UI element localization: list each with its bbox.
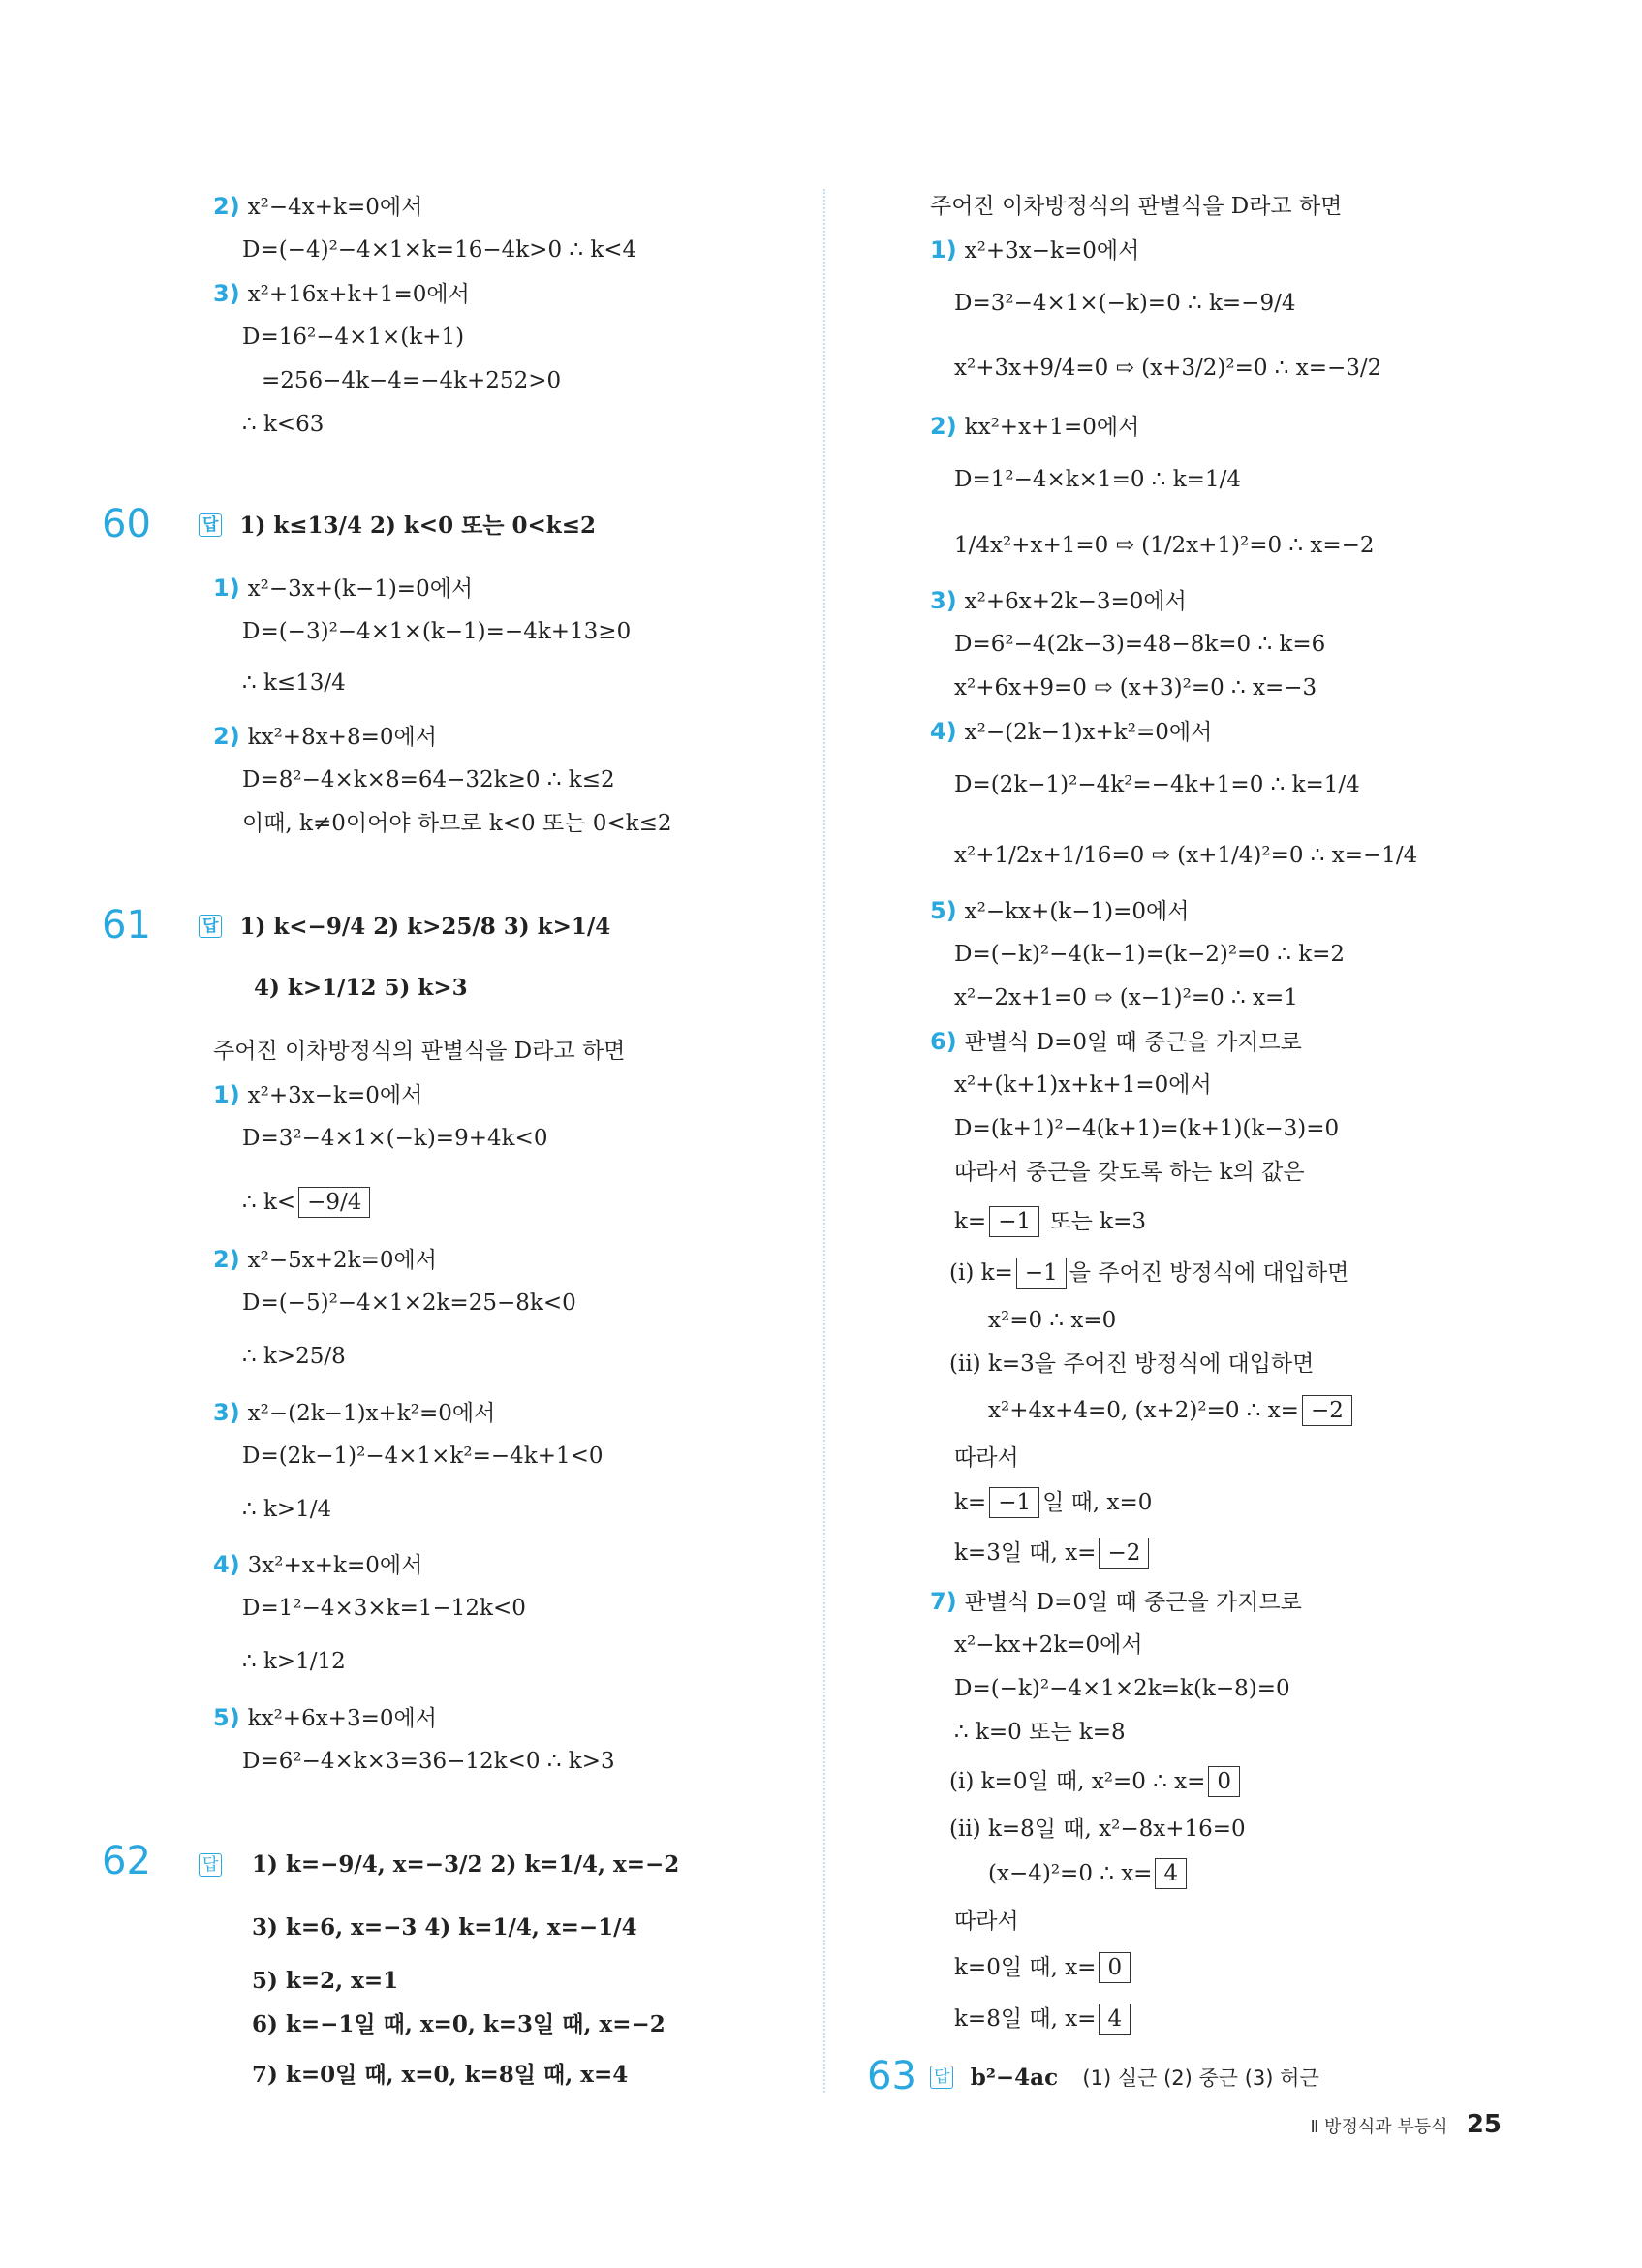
item-number: 5) [213,1704,240,1731]
answer-box: −2 [1302,1395,1352,1426]
line-text: kx²+6x+3=0에서 [247,1706,437,1731]
line-text: ∴ k>1/4 [242,1497,332,1522]
p60-solution-line [242,809,671,838]
line-text: x²+3x−k=0에서 [247,1083,423,1108]
item-number: 3) [213,280,240,307]
p61-solution-line [242,1342,346,1371]
line-text: k= [954,1209,987,1234]
p62-solution-line [954,531,1375,560]
item-number: 7) [930,1588,957,1615]
line-text: x²+3x−k=0에서 [964,238,1140,264]
p62-solution-line [954,841,1417,870]
p59-solution-line [242,323,464,352]
line-text: x²−2x+1=0 ⇨ (x−1)²=0 ∴ x=1 [954,985,1298,1010]
answer-line [199,913,610,942]
answer-rest: (1) 실근 (2) 중근 (3) 허근 [1082,2066,1319,2090]
p59-solution-line [242,410,324,439]
item-number: 5) [930,897,957,924]
p62-solution-line [954,983,1298,1012]
line-text: (i) k=0일 때, x²=0 ∴ x= [949,1769,1206,1794]
line-text: ∴ k>25/8 [242,1344,346,1369]
p62-solution-line [930,717,1212,747]
item-number: 2) [213,1246,240,1273]
p62-solution-line [930,1027,1302,1057]
line-text: ∴ k≤13/4 [242,670,346,696]
p62-solution-line [954,673,1317,702]
answer-badge: 답 [199,915,222,938]
line-text: D=(k+1)²−4(k+1)=(k+1)(k−3)=0 [954,1116,1340,1141]
answer-box: −9/4 [298,1187,370,1218]
line-text: D=3²−4×1×(−k)=9+4k<0 [242,1126,548,1151]
p62-solution-line [954,1158,1305,1187]
p61-solution-line [213,1037,625,1066]
line-text: D=(−3)²−4×1×(k−1)=−4k+13≥0 [242,619,632,644]
line-text: 이때, k≠0이어야 하므로 k<0 또는 0<k≤2 [242,811,672,836]
p61-solution-line [242,1187,373,1218]
line-text: x²+4x+4=0, (x+2)²=0 ∴ x= [988,1398,1299,1423]
p62-solution-line [949,1258,1348,1289]
p62-solution-line [949,1815,1246,1844]
line-text: D=(−4)²−4×1×k=16−4k>0 ∴ k<4 [242,237,637,263]
line-text: k= [954,1490,987,1515]
line-text: x²+6x+9=0 ⇨ (x+3)²=0 ∴ x=−3 [954,675,1317,700]
line-text: D=6²−4×k×3=36−12k<0 ∴ k>3 [242,1749,615,1774]
item-number: 2) [930,413,957,440]
item-number: 3) [930,587,957,614]
p62-solution-line [930,235,1139,265]
p62-solution-line [954,1674,1290,1703]
line-text: D=(−k)²−4(k−1)=(k−2)²=0 ∴ k=2 [954,942,1346,967]
line-text-after: 일 때, x=0 [1042,1490,1153,1515]
answer-text: 1) k<−9/4 2) k>25/8 3) k>1/4 [239,914,611,940]
item-number: 2) [213,193,240,220]
p61-solution-line [242,1124,547,1153]
item-number: 1) [213,575,240,602]
page-footer [1310,2110,1502,2139]
problem-number: 60 [102,502,151,546]
p62-solution-line [949,1766,1243,1797]
p62-solution-line [954,2004,1133,2035]
item-number: 6) [930,1028,957,1055]
line-text: 판별식 D=0일 때 중근을 가지므로 [964,1030,1302,1055]
problem-number: 62 [102,1839,151,1883]
p62-answer-line: 5) k=2, x=1 [252,1968,399,1994]
line-text: D=(−k)²−4×1×2k=k(k−8)=0 [954,1676,1290,1701]
line-text: x²−(2k−1)x+k²=0에서 [247,1401,496,1426]
p62-answer-line: 6) k=−1일 때, x=0, k=3일 때, x=−2 [252,2011,666,2037]
line-text: x²−5x+2k=0에서 [247,1248,437,1273]
p62-solution-line [954,1487,1152,1518]
line-text: ∴ k<63 [242,412,325,437]
p59-solution-line [262,366,561,395]
answer-box: −1 [1016,1258,1067,1289]
p61-solution-line [213,1398,495,1428]
line-text: D=6²−4(2k−3)=48−8k=0 ∴ k=6 [954,632,1326,657]
p62-solution-line [930,1587,1302,1617]
p62-solution-line [930,586,1187,616]
p62-solution-line [954,465,1241,494]
p62-solution-line [954,1907,1019,1936]
problem-number: 63 [867,2054,916,2098]
p62-solution-line [954,1071,1212,1100]
line-text: ∴ k< [242,1190,296,1215]
p61-solution-line [213,1245,437,1275]
p62-solution-line [954,1444,1019,1473]
p62-solution-line [988,1858,1190,1889]
p59-solution-line [213,279,470,309]
item-number: 3) [213,1399,240,1426]
p62-answer-line: 7) k=0일 때, x=0, k=8일 때, x=4 [252,2062,629,2088]
p62-solution-line [988,1306,1116,1335]
line-text: x²−3x+(k−1)=0에서 [247,576,474,602]
line-text: 주어진 이차방정식의 판별식을 D라고 하면 [213,1039,626,1064]
answer-badge: 답 [930,2066,953,2089]
p60-solution-line [213,722,437,752]
line-text: 판별식 D=0일 때 중근을 가지므로 [964,1590,1302,1615]
p62-solution-line [954,289,1295,318]
page-number: 25 [1466,2110,1502,2139]
line-text: 1/4x²+x+1=0 ⇨ (1/2x+1)²=0 ∴ x=−2 [954,533,1375,558]
p61-solution-line [213,1703,437,1733]
p62-solution-line [954,1631,1143,1660]
p62-solution-line [954,354,1381,383]
answer-text: b²−4ac [970,2065,1059,2091]
p62-answer-line: 3) k=6, x=−3 4) k=1/4, x=−1/4 [252,1914,637,1941]
p62-solution-line [954,1952,1133,1983]
p62-answer-line: 1) k=−9/4, x=−3/2 2) k=1/4, x=−2 [252,1851,680,1878]
column-divider [823,189,825,2093]
line-text: D=1²−4×k×1=0 ∴ k=1/4 [954,467,1241,492]
line-text: 따라서 중근을 갖도록 하는 k의 값은 [954,1160,1305,1185]
p61-solution-line [213,1550,422,1580]
p62-solution-line [954,940,1345,969]
line-text-after: 또는 k=3 [1042,1209,1147,1234]
line-text: (i) k= [949,1260,1013,1286]
line-text: k=3일 때, x= [954,1540,1097,1566]
line-text: x²+16x+k+1=0에서 [247,282,470,307]
line-text: x²−(2k−1)x+k²=0에서 [964,720,1213,745]
p62-solution-line [930,192,1342,221]
answer-text: 1) k≤13/4 2) k<0 또는 0<k≤2 [239,513,597,539]
answer-box: −2 [1099,1538,1149,1569]
p62-solution-line [930,896,1189,926]
line-text: 주어진 이차방정식의 판별식을 D라고 하면 [930,194,1343,219]
line-text: D=1²−4×3×k=1−12k<0 [242,1596,526,1621]
line-text: =256−4k−4=−4k+252>0 [262,368,562,393]
line-text: x²+6x+2k−3=0에서 [964,589,1187,614]
item-number: 4) [213,1551,240,1578]
line-text: (x−4)²=0 ∴ x= [988,1861,1153,1886]
line-text: D=3²−4×1×(−k)=0 ∴ k=−9/4 [954,291,1296,316]
p61-solution-line [242,1594,526,1623]
p59-solution-line [213,192,422,222]
p62-solution-line [954,1718,1126,1747]
answer-box: −1 [989,1487,1039,1518]
item-number: 1) [213,1081,240,1108]
line-text: kx²+x+1=0에서 [964,415,1140,440]
p61-solution-line [242,1495,331,1524]
line-text: 따라서 [954,1909,1019,1934]
p62-solution-line [954,1538,1152,1569]
line-text: D=(−5)²−4×1×2k=25−8k<0 [242,1290,576,1316]
p59-solution-line [242,235,636,264]
p62-solution-line [949,1350,1314,1379]
line-text: x²=0 ∴ x=0 [988,1308,1117,1333]
answer-text-2: 4) k>1/12 5) k>3 [254,975,468,1001]
line-text: ∴ k>1/12 [242,1649,346,1674]
p62-solution-line [954,630,1325,659]
line-text: x²−kx+2k=0에서 [954,1632,1143,1658]
p61-solution-line [242,1747,615,1776]
line-text: x²+1/2x+1/16=0 ⇨ (x+1/4)²=0 ∴ x=−1/4 [954,843,1418,868]
answer-box: 4 [1155,1858,1187,1889]
p61-solution-line [242,1442,604,1471]
answer-badge: 답 [199,1853,222,1877]
p60-solution-line [242,668,346,698]
problem-number: 61 [102,903,151,948]
line-text: D=(2k−1)²−4×1×k²=−4k+1<0 [242,1444,604,1469]
p62-solution-line [954,770,1360,799]
line-text-after: 을 주어진 방정식에 대입하면 [1069,1260,1349,1286]
line-text: 3x²+x+k=0에서 [247,1553,423,1578]
item-number: 2) [213,723,240,750]
line-text: k=8일 때, x= [954,2006,1097,2032]
p61-solution-line [213,1080,422,1110]
line-text: D=(2k−1)²−4k²=−4k+1=0 ∴ k=1/4 [954,772,1360,797]
p61-solution-line [242,1289,576,1318]
line-text: ∴ k=0 또는 k=8 [954,1720,1126,1745]
answer-box: 4 [1099,2004,1131,2035]
line-text: x²−kx+(k−1)=0에서 [964,899,1190,924]
line-text: (ii) k=8일 때, x²−8x+16=0 [949,1817,1246,1842]
answer-line [199,512,596,541]
answer-box: 0 [1208,1766,1240,1797]
answer-line [930,2064,1319,2093]
line-text: x²+(k+1)x+k+1=0에서 [954,1072,1212,1098]
answer-box: −1 [989,1206,1039,1237]
line-text: D=8²−4×k×8=64−32k≥0 ∴ k≤2 [242,767,615,792]
p62-solution-line [954,1206,1146,1237]
p61-solution-line [242,1647,346,1676]
item-number: 4) [930,718,957,745]
line-text: k=0일 때, x= [954,1955,1097,1980]
item-number: 1) [930,236,957,264]
line-text: D=16²−4×1×(k+1) [242,325,465,350]
answer-box: 0 [1099,1952,1131,1983]
answer-badge: 답 [199,513,222,537]
p60-solution-line [213,574,473,604]
line-text: x²−4x+k=0에서 [247,195,423,220]
p60-solution-line [242,765,615,794]
line-text: (ii) k=3을 주어진 방정식에 대입하면 [949,1351,1315,1377]
section-title: Ⅱ 방정식과 부등식 [1310,2117,1448,2137]
line-text: x²+3x+9/4=0 ⇨ (x+3/2)²=0 ∴ x=−3/2 [954,356,1382,381]
p60-solution-line [242,617,631,646]
line-text: kx²+8x+8=0에서 [247,725,437,750]
p62-solution-line [988,1395,1355,1426]
p62-solution-line [954,1114,1339,1143]
line-text: 따라서 [954,1445,1019,1471]
p62-solution-line [930,412,1139,442]
